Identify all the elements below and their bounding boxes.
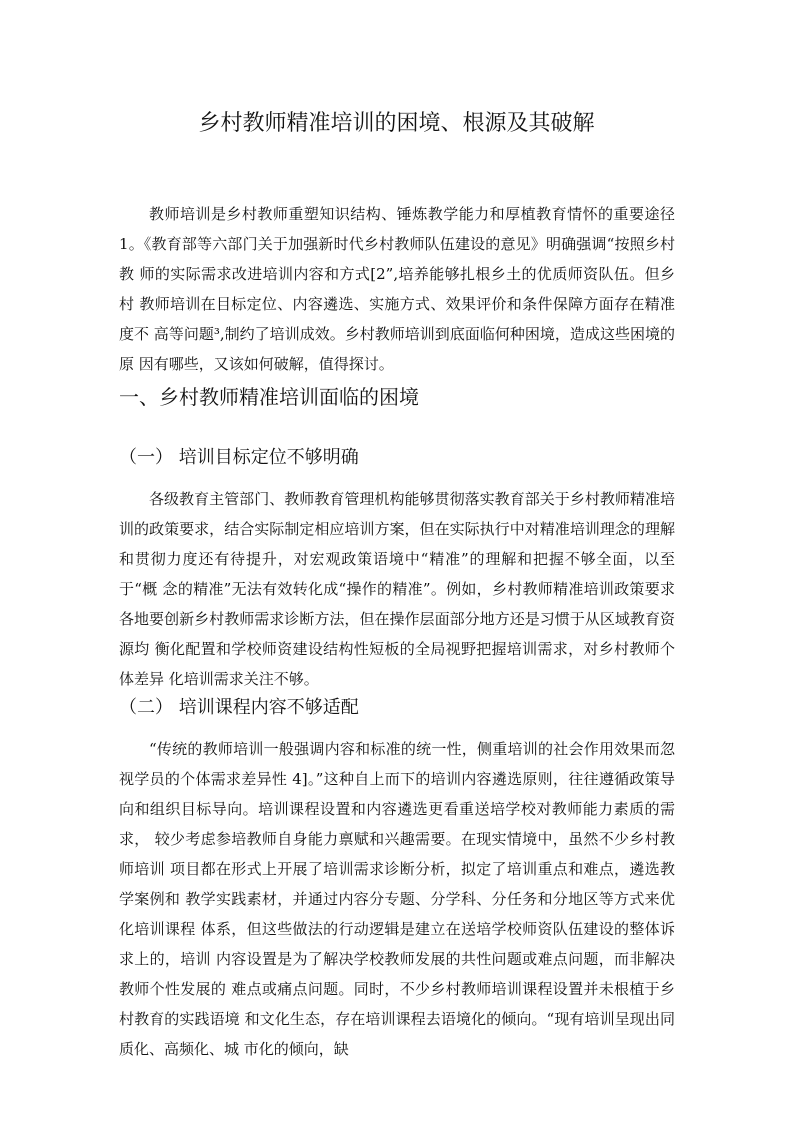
intro-paragraph: 教师培训是乡村教师重塑知识结构、锤炼教学能力和厚植教育情怀的重要途径 1。《教育部等六部门关于加强新时代乡村教师队伍建设的意见》明确强调“按照乡村教 师的实际需求改进培训内容和方式[2”,培养能够扎根乡土的优质师资队伍。但乡村 教师培训在目标定位、内容遴选、实施方式、效果评价和条件保障方面存在精准度不 高等问题³,制约了培训成效。乡村教师培训到底面临何种困境，造成这些困境的原 因有哪些，又该如何破解，值得探讨。 bbox=[119, 205, 675, 373]
subsection-heading-1: （一） 培训目标定位不够明确 bbox=[119, 447, 359, 468]
subsection-1-paragraph: 各级教育主管部门、教师教育管理机构能够贯彻落实教育部关于乡村教师精准培 训的政策要求，结合实际制定相应培训方案，但在实际执行中对精准培训理念的理解 和贯彻力度还有待提升，对宏观政策语境中“精准”的理解和把握不够全面，以至于“概 念的精准”无法有效转化成“操作的精准”。例如，乡村教师精准培训政策要求各地要创新乡村教师需求诊断方法，但在操作层面部分地方还是习惯于从区域教育资源均 衡化配置和学校师资建设结构性短板的全局视野把握培训需求，对乡村教师个体差异 化培训需求关注不够。 bbox=[119, 490, 675, 688]
subsection-2-paragraph: “传统的教师培训一般强调内容和标准的统一性，侧重培训的社会作用效果而忽 视学员的个体需求差异性 4]。”这种自上而下的培训内容遴选原则，往往遵循政策导 向和组织目标导向。培训课程设置和内容遴选更看重送培学校对教师能力素质的需求， 较少考虑参培教师自身能力禀赋和兴趣需要。在现实情境中，虽然不少乡村教师培训 项目都在形式上开展了培训需求诊断分析，拟定了培训重点和难点，遴选教学案例和 教学实践素材，并通过内容分专题、分学科、分任务和分地区等方式来优化培训课程 体系，但这些做法的行动逻辑是建立在送培学校师资队伍建设的整体诉求上的，培训 内容设置是为了解决学校教师发展的共性问题或难点问题，而非解决教师个性发展的 难点或痛点问题。同时，不少乡村教师培训课程设置并未根植于乡村教育的实践语境 和文化生态，存在培训课程去语境化的倾向。“现有培训呈现出同质化、高频化、城 市化的倾向，缺 bbox=[119, 740, 675, 1058]
section-heading: 一、乡村教师精准培训面临的困境 bbox=[119, 385, 419, 409]
subsection-heading-2: （二） 培训课程内容不够适配 bbox=[119, 697, 359, 718]
page-title: 乡村教师精准培训的困境、根源及其破解 bbox=[198, 111, 595, 136]
